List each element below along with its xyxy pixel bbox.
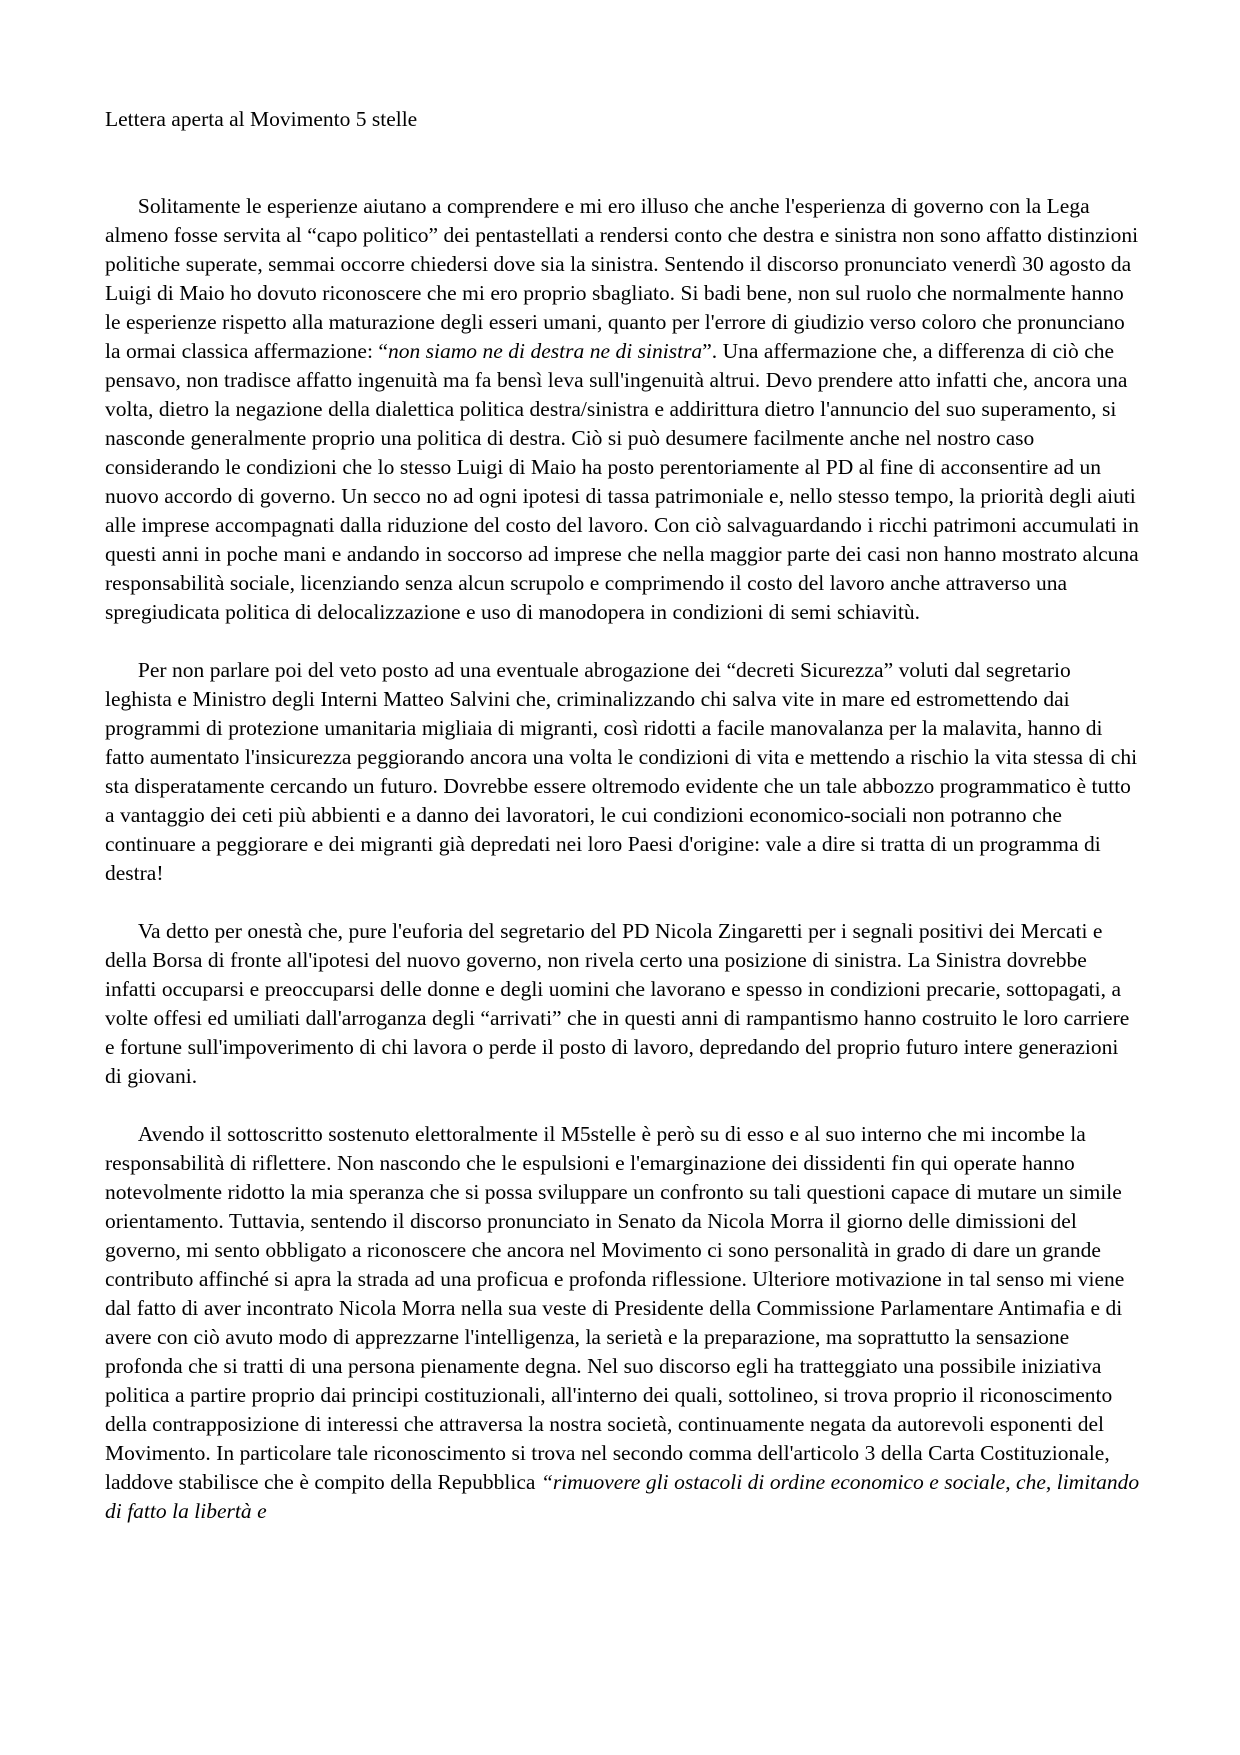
text-run: Va detto per onestà che, pure l'euforia del segretario del PD Nicola Zingaretti per i segnali positivi dei Mercati e della Borsa di fronte all'ipotesi del nuovo governo, non rivela certo una posizione di sinistra. La Sinistra dovrebbe infatti occuparsi e preoccuparsi delle donne e degli uomini che lavorano e spesso in condizioni precarie, sottopagati, a volte offesi ed umiliati dall'arroganza degli “arrivati” che in questi anni di rampantismo hanno costruito le loro carriere e fortune sull'impoverimento di chi lavora o perde il posto di lavoro, depredando del proprio futuro intere generazioni di giovani. (105, 919, 1135, 1088)
paragraph-2 (105, 658, 1143, 885)
title-body-spacer (105, 134, 1140, 163)
text-run: Avendo il sottoscritto sostenuto elettoralmente il M5stelle è però su di esso e al suo interno che mi incombe la responsabilità di riflettere. Non nascondo che le espulsioni e l'emarginazione dei dissidenti fin qui operate hanno notevolmente ridotto la mia speranza che si possa sviluppare un confronto su tali questioni capace di mutare un simile orientamento. Tuttavia, sentendo il discorso pronunciato in Senato da Nicola Morra il giorno delle dimissioni del governo, mi sento obbligato a riconoscere che ancora nel Movimento ci sono personalità in grado di dare un grande contributo affinché si apra la strada ad una proficua e profonda riflessione. Ulteriore motivazione in tal senso mi viene dal fatto di aver incontrato Nicola Morra nella sua veste di Presidente della Commissione Parlamentare Antimafia e di avere con ciò avuto modo di apprezzarne l'intelligenza, la serietà e la preparazione, ma soprattutto la sensazione profonda che si tratti di una persona pienamente degna. Nel suo discorso egli ha tratteggiato una possibile iniziativa politica a partire proprio dai principi costituzionali, all'interno dei quali, sottolineo, si trova proprio il riconoscimento della contrapposizione di interessi che attraversa la nostra società, continuamente negata da autorevoli esponenti del Movimento. In particolare tale riconoscimento si trova nel secondo comma dell'articolo 3 della Carta Costituzionale, laddove stabilisce che è compito della Repubblica (105, 1122, 1130, 1494)
paragraph-1 (105, 194, 1144, 624)
paragraph-4 (105, 1122, 1145, 1523)
text-run: Per non parlare poi del veto posto ad una eventuale abrogazione dei “decreti Sicurezza” voluti dal segretario leghista e Ministro degli Interni Matteo Salvini che, criminalizzando chi salva vite in mare ed estromettendo dai programmi di protezione umanitaria migliaia di migranti, così ridotti a facile manovalanza per la malavita, hanno di fatto aumentato l'insicurezza peggiorando ancora una volta le condizioni di vita e mettendo a rischio la vita stessa di chi sta disperatamente cercando un futuro. Dovrebbe essere oltremodo evidente che un tale abbozzo programmatico è tutto a vantaggio dei ceti più abbienti e a danno dei lavoratori, le cui condizioni economico-sociali non potranno che continuare a peggiorare e dei migranti già depredati nei loro Paesi d'origine: vale a dire si tratta di un programma di destra! (105, 658, 1143, 885)
italic-run: non siamo ne di destra ne di sinistra (387, 339, 703, 363)
paragraph-3 (105, 919, 1135, 1088)
page-title: Lettera aperta al Movimento 5 stelle (105, 107, 418, 131)
text-run: Solitamente le esperienze aiutano a comprendere e mi ero illuso che anche l'esperienza di governo con la Lega almeno fosse servita al “capo politico” dei pentastellati a rendersi conto che destra e sinistra non sono affatto distinzioni politiche superate, semmai occorre chiedersi dove sia la sinistra. Sentendo il discorso pronunciato venerdì 30 agosto da Luigi di Maio ho dovuto riconoscere che mi ero proprio sbagliato. Si badi bene, non sul ruolo che normalmente hanno le esperienze rispetto alla maturazione degli esseri umani, quanto per l'errore di giudizio verso coloro che pronunciano la ormai classica affermazione: “ (105, 194, 1144, 363)
document-content (105, 105, 1145, 1555)
text-run: ”. Una affermazione che, a differenza di ciò che pensavo, non tradisce affatto ingenuità ma fa bensì leva sull'ingenuità altrui. Devo prendere atto infatti che, ancora una volta, dietro la negazione della dialettica politica destra/sinistra e addirittura dietro l'annuncio del suo superamento, si nasconde generalmente proprio una politica di destra. Ciò si può desumere facilmente anche nel nostro caso considerando le condizioni che lo stesso Luigi di Maio ha posto perentoriamente al PD al fine di acconsentire ad un nuovo accordo di governo. Un secco no ad ogni ipotesi di tassa patrimoniale e, nello stesso tempo, la priorità degli aiuti alle imprese accompagnati dalla riduzione del costo del lavoro. Con ciò salvaguardando i ricchi patrimoni accumulati in questi anni in poche mani e andando in soccorso ad imprese che nella maggior parte dei casi non hanno mostrato alcuna responsabilità sociale, licenziando senza alcun scrupolo e comprimendo il costo del lavoro anche attraverso una spregiudicata politica di delocalizzazione e uso di manodopera in condizioni di semi schiavitù. (105, 339, 1145, 624)
italic-run: “rimuovere gli ostacoli di ordine economico e sociale, che, limitando di fatto la libertà e (105, 1470, 1145, 1523)
document-body (105, 163, 1145, 1555)
